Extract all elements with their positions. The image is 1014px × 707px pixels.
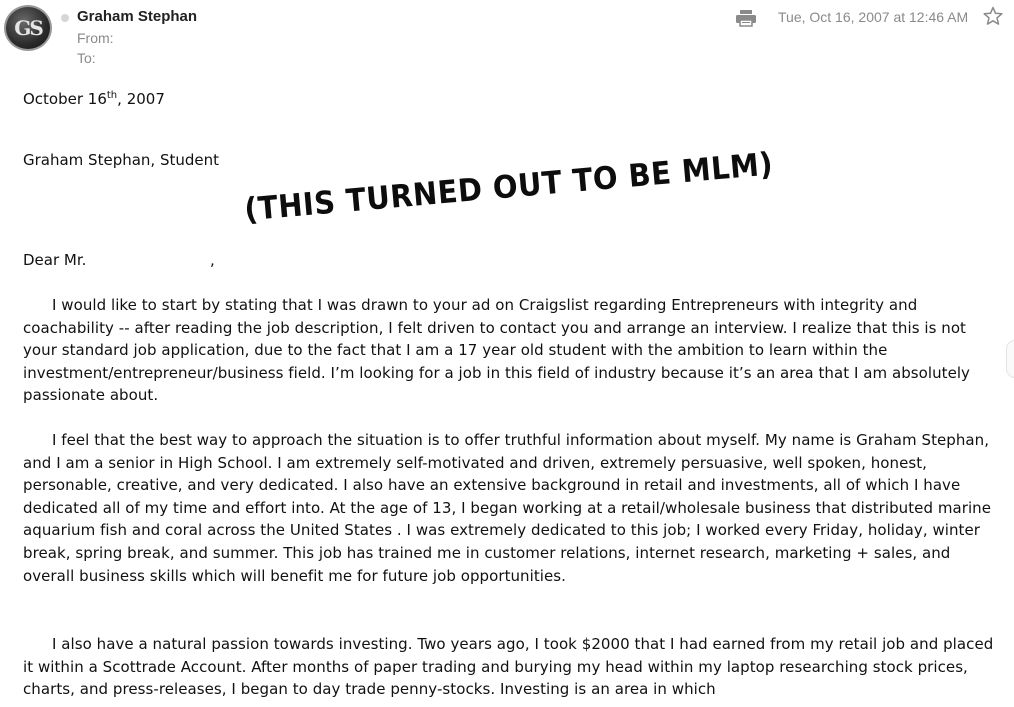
sender-name[interactable]: Graham Stephan	[77, 8, 198, 25]
paragraph-3: I also have a natural passion towards investing. Two years ago, I took $2000 that I had earned from my retail job and placed it within a Scottrade Account. After months of paper trading and burying my head within my laptop researching stock prices, charts, and press-releases, I began to day trade penny-stocks. Investing is an area in which	[23, 635, 994, 699]
email-header	[0, 0, 1014, 70]
to-label: To:	[77, 50, 96, 66]
star-icon[interactable]	[983, 6, 1003, 26]
salutation-comma: ,	[210, 251, 215, 269]
paragraph-1: I would like to start by stating that I was drawn to your ad on Craigslist regarding Entrepreneurs with integrity and coachability -- after reading the job description, I felt driven to contact you and arrange an interview. I realize that this is not your standard job application, due to the fact that I am a 17 year old student with the ambition to learn within the investment/entrepreneur/business field. I’m looking for a job in this field of industry because it’s an area that I am absolutely passionate about.	[23, 296, 970, 405]
overlay-annotation: (THIS TURNED OUT TO BE MLM)	[242, 145, 775, 228]
letter-date: October 16th, 2007	[23, 90, 165, 108]
from-label: From:	[77, 30, 114, 46]
salutation: Dear Mr.	[23, 251, 87, 269]
presence-dot-icon	[61, 14, 69, 22]
print-icon[interactable]	[735, 9, 757, 27]
email-date: Tue, Oct 16, 2007 at 12:46 AM	[778, 9, 969, 25]
letter-sender-line: Graham Stephan, Student	[23, 151, 220, 169]
sender-avatar[interactable]: GS	[4, 5, 52, 51]
scroll-edge-handle[interactable]	[1006, 340, 1014, 378]
paragraph-2: I feel that the best way to approach the situation is to offer truthful information about myself. My name is Graham Stephan, and I am a senior in High School. I am extremely self-motivated and driven, extremely persuasive, well spoken, honest, personable, creative, and very dedicated. I also have an extensive background in retail and investments, all of which I have dedicated all of my time and effort into. At the age of 13, I began working at a retail/wholesale business that distributed marine aquarium fish and coral across the United States . I was extremely dedicated to this job; I worked every Friday, holiday, winter break, spring break, and summer. This job has trained me in customer relations, internet research, marketing + sales, and overall business skills which will benefit me for future job opportunities.	[23, 431, 992, 585]
